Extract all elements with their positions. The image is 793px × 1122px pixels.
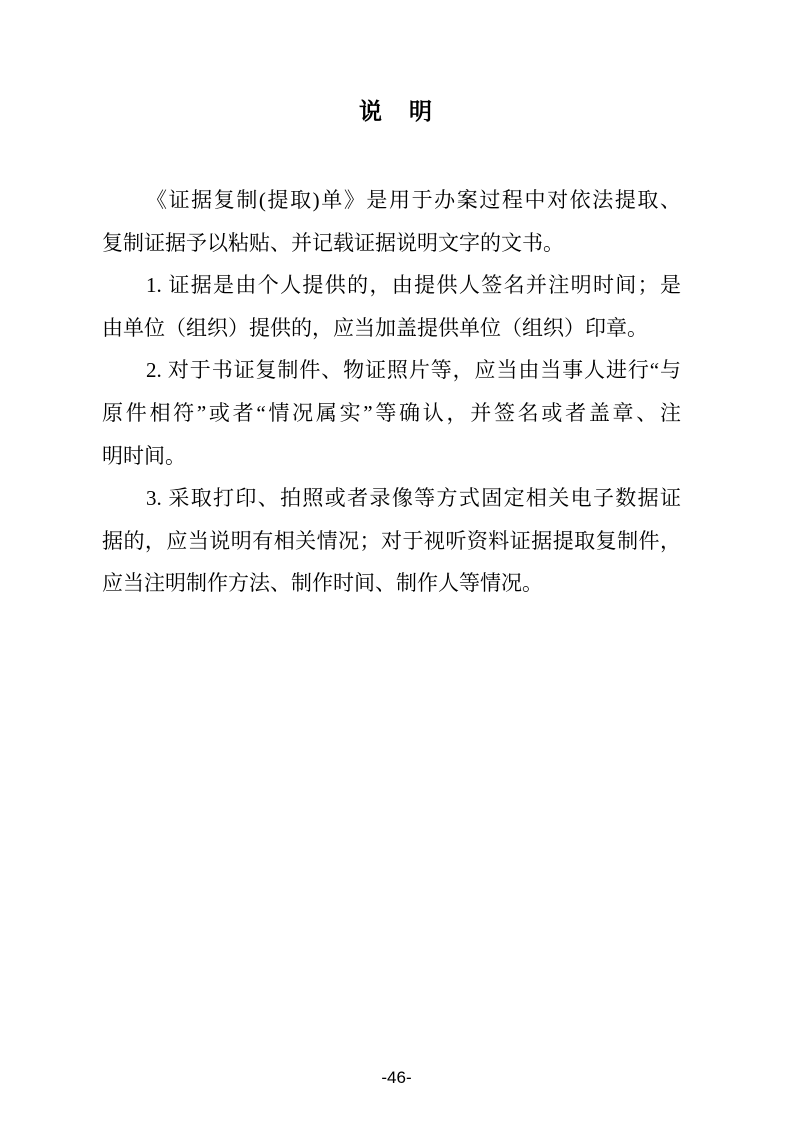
paragraph-intro [102, 179, 681, 264]
text-line: 《证据复制(提取)单》是用于办案过程中对依法提取、 [146, 188, 681, 212]
text-line: 3. 采取打印、拍照或者录像等方式固定相关电子数据证 [146, 486, 681, 511]
document-title: 说 明 [359, 99, 434, 124]
text-line: 2. 对于书证复制件、物证照片等，应当由当事人进行“与 [146, 358, 681, 383]
text-line: 1. 证据是由个人提供的，由提供人签名并注明时间；是 [146, 273, 681, 298]
text-line: 明时间。 [102, 443, 186, 468]
paragraph-item-3 [102, 477, 681, 605]
text-line: 应当注明制作方法、制作时间、制作人等情况。 [102, 571, 543, 596]
document-body [102, 179, 681, 605]
paragraph-item-1 [102, 264, 681, 349]
text-line: 复制证据予以粘贴、并记载证据说明文字的文书。 [102, 230, 564, 255]
page-number: -46- [381, 1068, 412, 1087]
paragraph-item-2 [102, 349, 681, 477]
text-line: 据的，应当说明有相关情况；对于视听资料证据提取复制件， [102, 528, 681, 553]
text-line: 原件相符”或者“情况属实”等确认，并签名或者盖章、注 [102, 400, 681, 425]
text-line: 由单位（组织）提供的，应当加盖提供单位（组织）印章。 [102, 315, 648, 340]
